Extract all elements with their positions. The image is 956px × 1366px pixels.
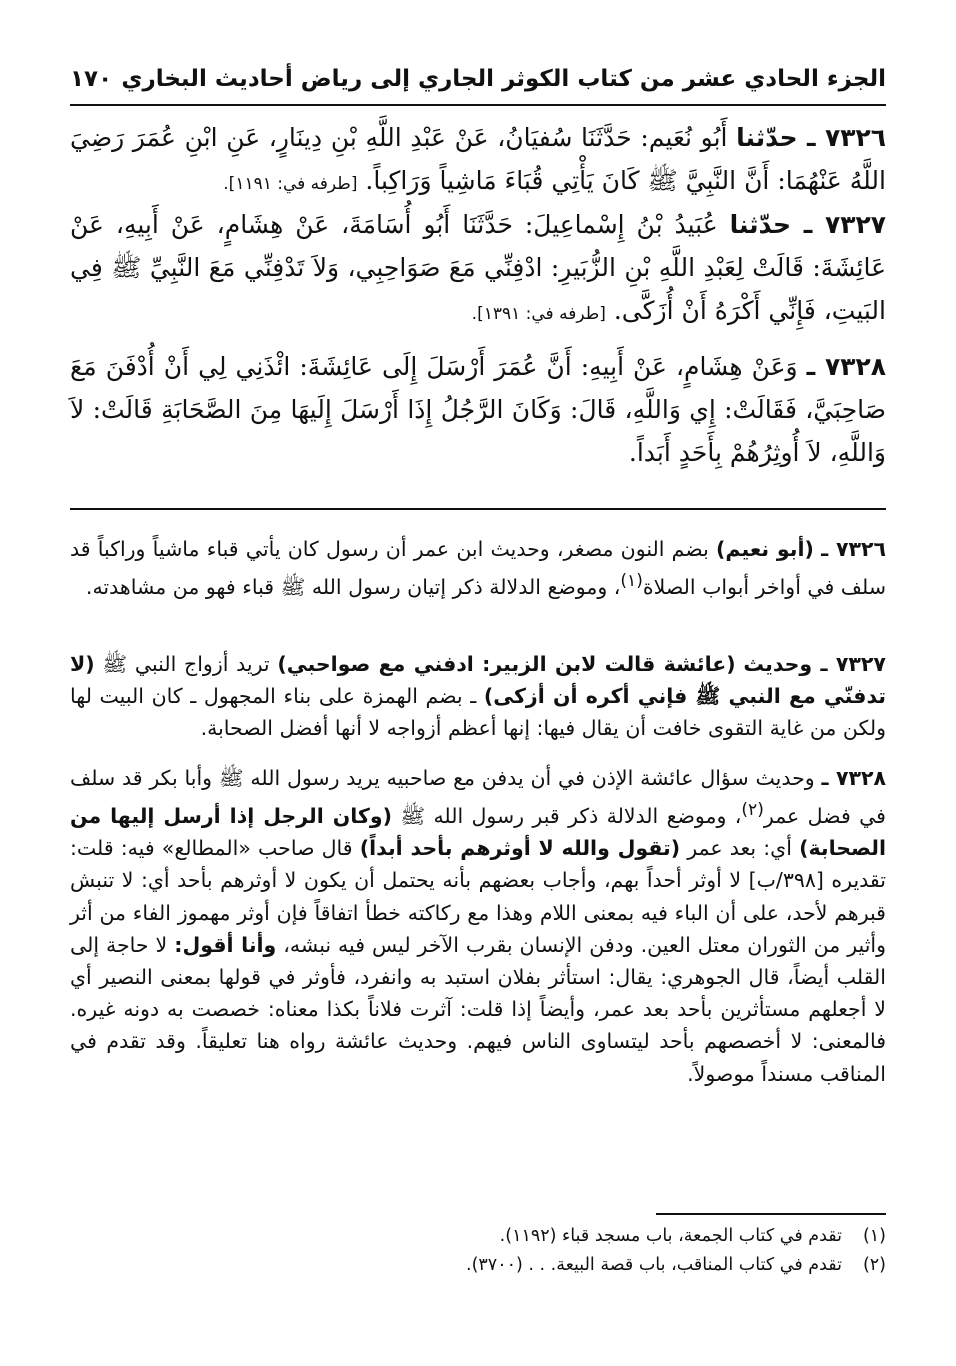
commentary-text: قال صاحب «المطالع» فيه: قلت: تقديره [٣٩٨/ب] لا أوثر أحداً بهم، وأجاب بعضهم بأنه يحتمل أن يكون لا أوثرهم بأحد أي: لا تنبش قبرهم لأحد، على أن الباء فيه بمعنى اللام وهذا مع ركاكته خطأ اتفاقاً فإن أوثر مهموز الفاء من أثر وأثير من الثوران معتل العين. ودفن الإنسان بقرب الآخر ليس فيه نبشه،	[70, 836, 886, 957]
commentary-text: وحديث سؤال عائشة الإذن في أن يدفن مع صاحبيه يريد رسول الله ﷺ وأبا بكر قد سلف في فضل عمر	[70, 766, 886, 829]
header-rule	[70, 104, 886, 106]
commentary-text: ، وموضع الدلالة ذكر قبر رسول الله ﷺ	[400, 804, 742, 829]
commentary-bold: (لا تدفنّي مع النبي ﷺ فإني أكره أن أزكى)	[70, 652, 886, 709]
hadith-number: ٧٣٢٧ ـ حدّثنا	[729, 210, 887, 239]
hadith-text: أَبُو نُعَيم: حَدَّثَنَا سُفيَانُ، عَنْ عَبْدِ اللَّهِ بْنِ دِينَارٍ، عَنِ ابْنِ عُمَرَ رَضِيَ اللَّهُ عَنْهُمَا: أَنَّ النَّبِيَّ ﷺ كَانَ يَأْتِي قُبَاءَ مَاشِياً وَرَاكِباً.	[70, 123, 886, 195]
footnote-ref: (١)	[620, 571, 643, 592]
footnote-ref: (٢)	[741, 800, 764, 821]
footnote-divider	[656, 1213, 886, 1215]
hadith-number: ٧٣٢٨ ـ	[806, 352, 887, 381]
commentary-7327	[70, 648, 886, 745]
footnote-text: تقدم في كتاب الجمعة، باب مسجد قباء (١١٩٢).	[499, 1226, 842, 1246]
footnote	[70, 1222, 886, 1251]
footnote	[70, 1251, 886, 1280]
commentary-text: تريد أزواج النبي ﷺ	[102, 652, 270, 676]
commentary-bold: (عائشة قالت لابن الزبير: ادفني مع صواحبي)	[277, 652, 736, 676]
commentary-bold: (تقول والله لا أوثرهم بأحد أبداً)	[359, 836, 681, 861]
commentary-7326	[70, 533, 886, 603]
commentary-number: ٧٣٢٦ ـ	[821, 537, 886, 561]
commentary-text: بضم النون مصغر، وحديث ابن عمر أن رسول كان يأتي قباء ماشياً وراكباً قد سلف في أواخر أبواب الصلاة	[70, 537, 886, 600]
footnote-number: (٢)	[862, 1255, 886, 1275]
commentary-bold: (وكان الرجل إذا أرسل إليها من الصحابة)	[70, 804, 886, 861]
commentary-number: ٧٣٢٨ ـ	[821, 766, 886, 790]
hadith-7328	[70, 345, 886, 474]
commentary-text: ـ بضم الهمزة على بناء المجهول ـ كان البيت لها ولكن من غاية التقوى خافت أن يقال فيها: إنها أعظم أزواجه لا أنها أفضل الصحابة.	[70, 684, 886, 741]
hadith-number: ٧٣٢٦ ـ حدّثنا	[736, 123, 887, 152]
footnote-number: (١)	[862, 1226, 886, 1246]
hadith-reference: [طرفه في: ١٣٩١].	[471, 304, 606, 324]
commentary-bold: (أبو نعيم)	[716, 537, 814, 561]
commentary-text: لا حاجة إلى القلب أيضاً، قال الجوهري: يقال: استأثر بفلان استبد به وانفرد، فأوثر في قولها بمعنى النصير أي لا أجعلهم مستأثرين بأحد بعد عمر، وأيضاً إذا قلت: آثرت فلاناً بكذا معناه: خصصت به دونه غيره. فالمعنى: لا أخصصهم بأحد ليتساوى الناس فيهم. وحديث عائشة رواه هنا تعليقاً. وقد تقدم في المناقب مسنداً موصولاً.	[70, 932, 886, 1086]
hadith-text: عُبَيدُ بْنُ إِسْماعِيلَ: حَدَّثَنَا أَبُو أُسَامَةَ، عَنْ هِشَامٍ، عَنْ أَبِيهِ، عَنْ عَائِشَةَ: قَالَتْ لِعَبْدِ اللَّهِ بْنِ الزُّبَيرِ: ادْفِنِّي مَعَ صَوَاحِبِي، وَلاَ تَدْفِنِّي مَعَ النَّبِيِّ ﷺ فِي البَيتِ، فَإِنِّي أَكْرَهُ أَنْ أُزَكَّى.	[70, 210, 886, 325]
page-number: ١٧٠	[70, 66, 113, 92]
hadith-7327	[70, 203, 886, 336]
hadith-reference: [طرفه في: ١١٩١].	[223, 174, 358, 194]
section-divider	[70, 508, 886, 510]
hadith-7326	[70, 116, 886, 206]
commentary-number: ٧٣٢٧ ـ وحديث	[743, 652, 886, 676]
commentary-text: ، وموضع الدلالة ذكر إتيان رسول الله ﷺ قباء فهو من مشاهدته.	[85, 575, 621, 600]
running-title: الجزء الحادي عشر من كتاب الكوثر الجاري إلى رياض أحاديث البخاري	[121, 66, 886, 92]
hadith-text: وَعَنْ هِشَامٍ، عَنْ أَبِيهِ: أَنَّ عُمَرَ أَرْسَلَ إِلَى عَائِشَةَ: ائْذَنِي لِي أَنْ أُدْفَنَ مَعَ صَاحِبَيَّ، فَقَالَتْ: إِي وَاللَّهِ، قَالَ: وَكَانَ الرَّجُلُ إِذَا أَرْسَلَ إِلَيهَا مِنَ الصَّحَابَةِ قَالَتْ: لاَ وَاللَّهِ، لاَ أُوثِرُهُمْ بِأَحَدٍ أَبَداً.	[70, 352, 886, 467]
page-header	[70, 60, 886, 100]
commentary-7328	[70, 762, 886, 1090]
footnote-text: تقدم في كتاب المناقب، باب قصة البيعة. . . (٣٧٠٠).	[466, 1255, 842, 1275]
footnotes	[70, 1222, 886, 1280]
commentary-bold: وأنا أقول:	[174, 932, 277, 957]
commentary-text: أي: بعد عمر	[687, 836, 792, 861]
